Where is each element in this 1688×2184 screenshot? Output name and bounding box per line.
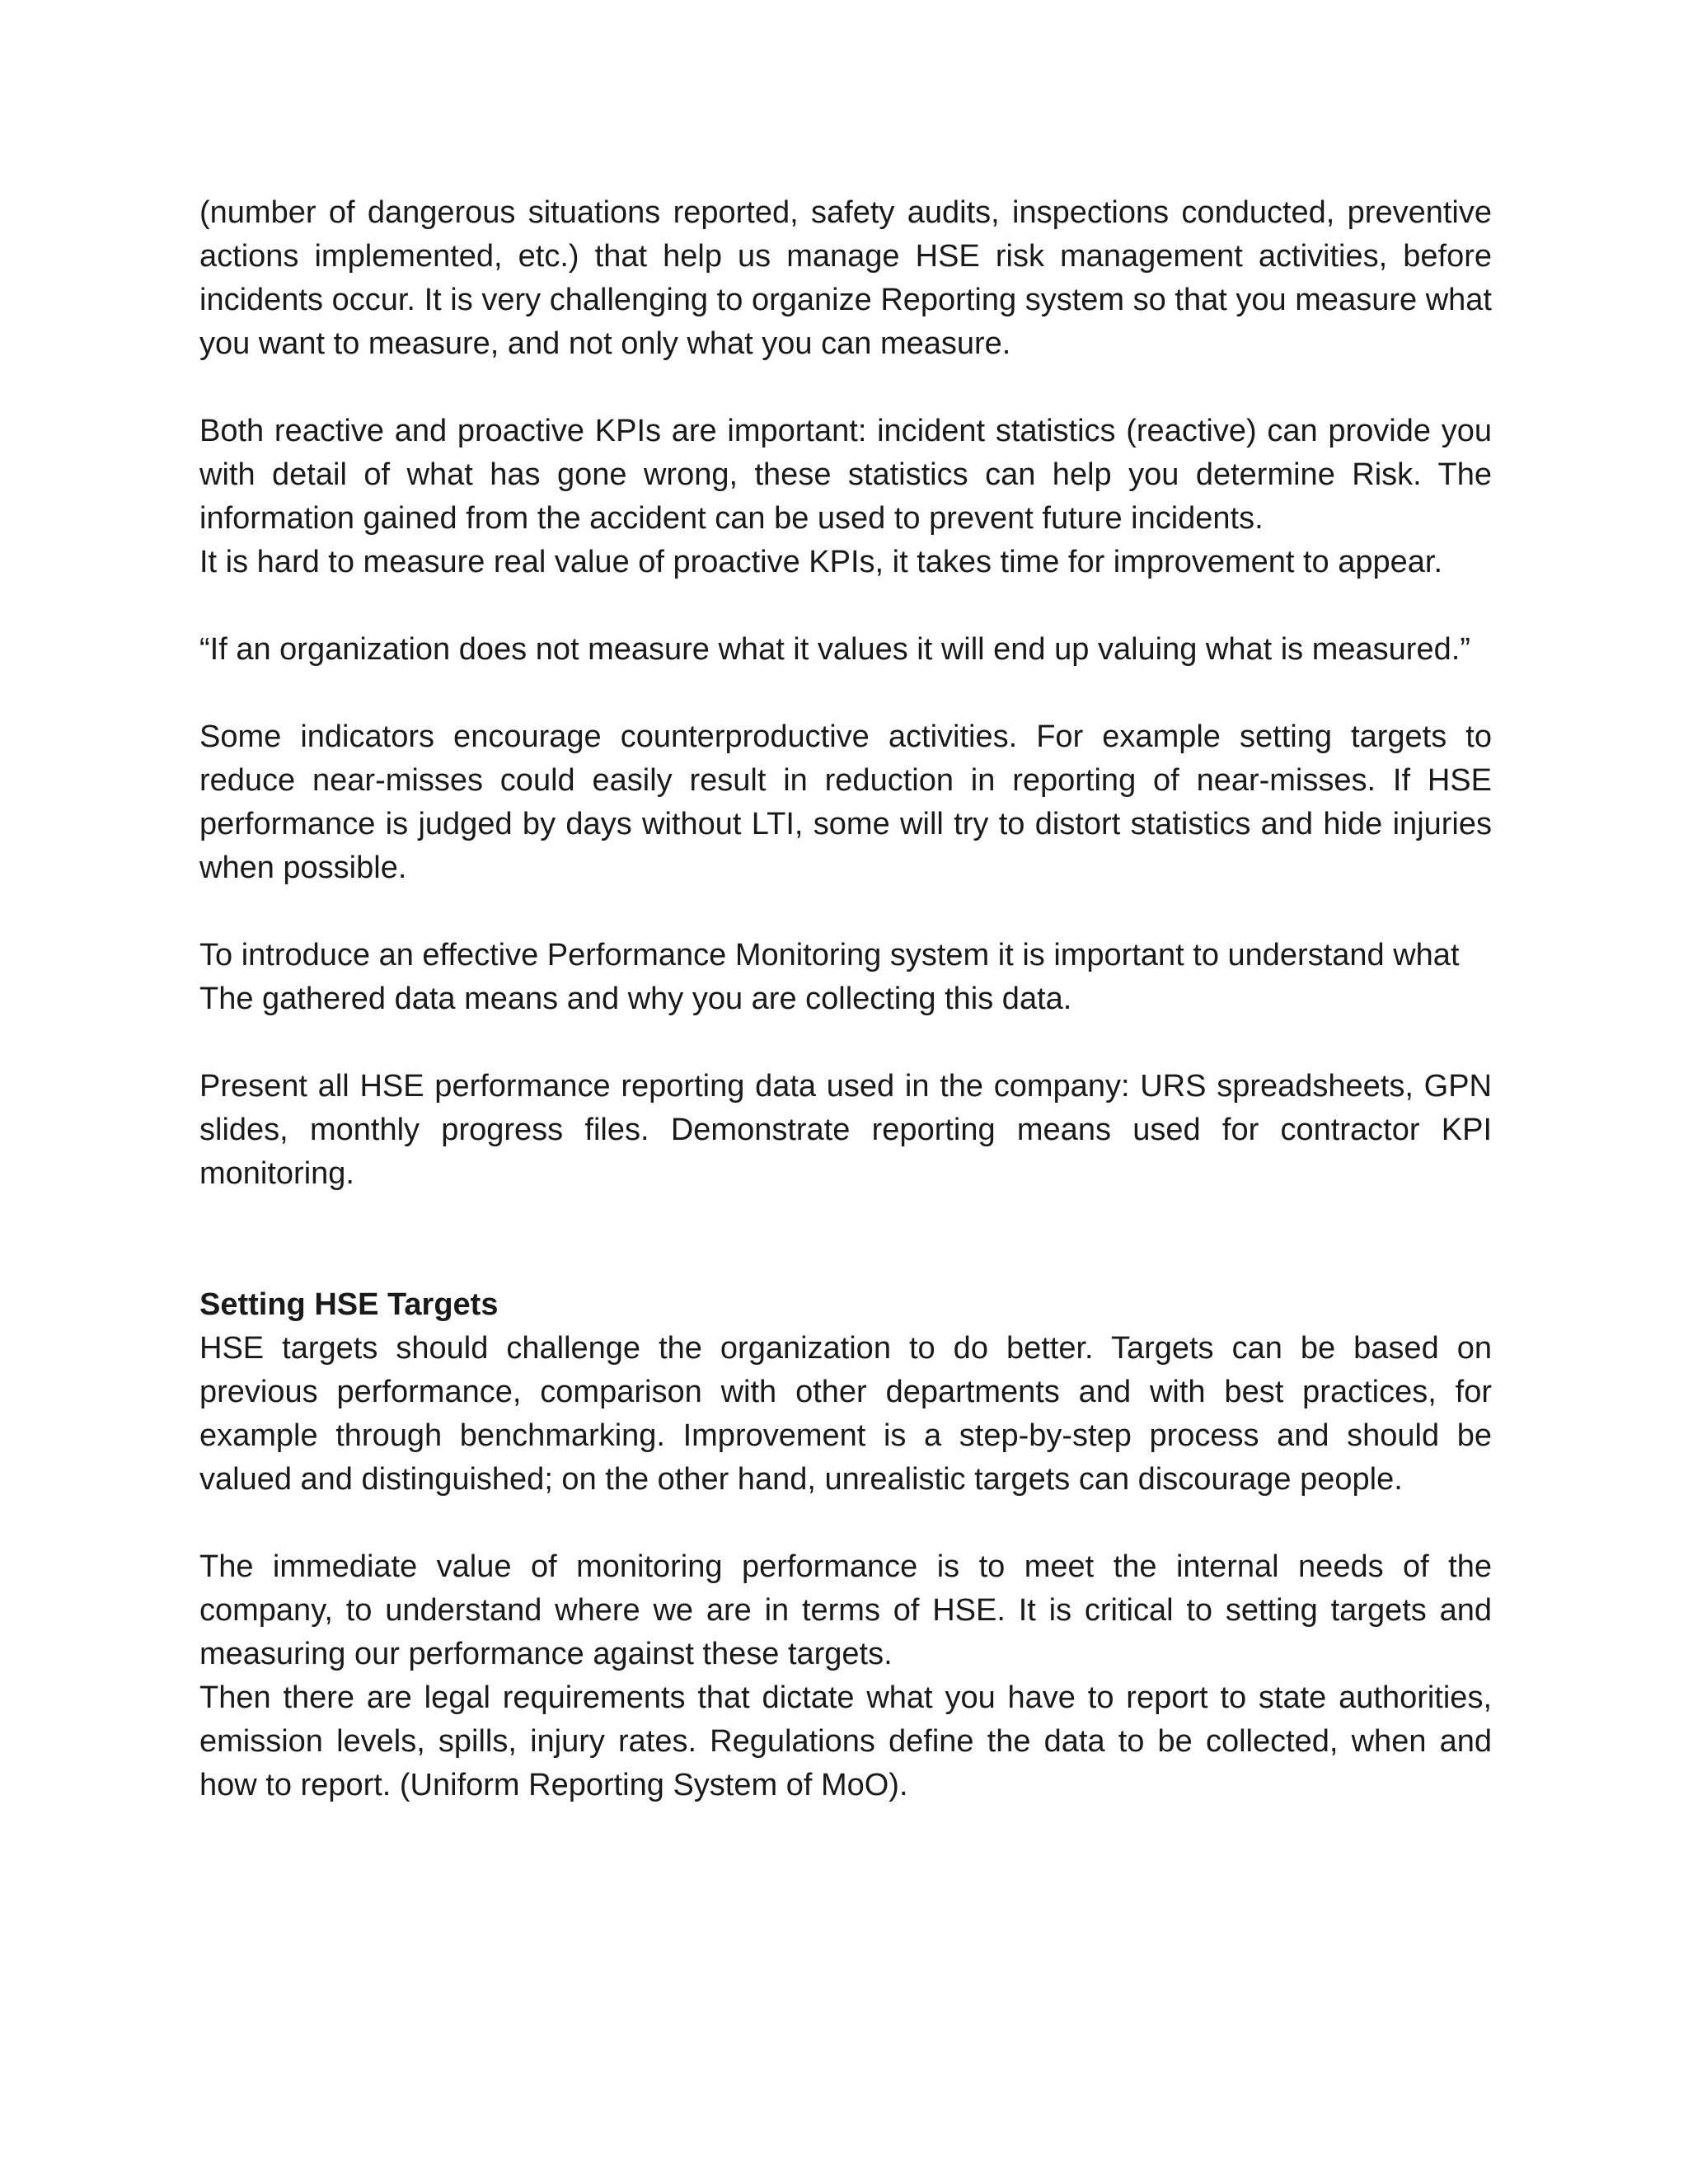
paragraph-present-data: Present all HSE performance reporting data used in the company: URS spreadsheets, GPN slides, monthly progress files. Demonstrate reporting means used for contractor KPI monitoring. bbox=[199, 1069, 1492, 1191]
document-body bbox=[199, 191, 1492, 1851]
paragraph-counterproductive: Some indicators encourage counterproductive activities. For example setting targets to reduce near-misses could easily result in reduction in reporting of near-misses. If HSE performance is judged by days without LTI, some will try to distort statistics and hide injuries when possible. bbox=[199, 719, 1492, 885]
paragraph-gathered-data: The gathered data means and why you are collecting this data. bbox=[199, 982, 1072, 1016]
paragraph-reactive-proactive: Both reactive and proactive KPIs are important: incident statistics (reactive) can provide you with detail of what has gone wrong, these statistics can help you determine Risk. The information gained from the accident can be used to prevent future incidents. bbox=[199, 414, 1492, 536]
paragraph-legal-requirements: Then there are legal requirements that dictate what you have to report to state authorities, emission levels, spills, injury rates. Regulations define the data to be collected, when and how to report. (Uniform Reporting System of MoO). bbox=[199, 1680, 1492, 1802]
paragraph-leading-indicators: (number of dangerous situations reported, safety audits, inspections conducted, preventive actions implemented, etc.) that help us manage HSE risk management activities, before incidents occur. It is very challenging to organize Reporting system so that you measure what you want to measure, and not only what you can measure. bbox=[199, 195, 1492, 361]
paragraph-immediate-value: The immediate value of monitoring performance is to meet the internal needs of the company, to understand where we are in terms of HSE. It is critical to setting targets and measuring our performance against these targets. bbox=[199, 1549, 1492, 1671]
paragraph-targets: HSE targets should challenge the organization to do better. Targets can be based on previous performance, comparison with other departments and with best practices, for example through benchmarking. Improvement is a step-by-step process and should be valued and distinguished; on the other hand, unrealistic targets can discourage people. bbox=[199, 1331, 1492, 1497]
section-heading: Setting HSE Targets bbox=[199, 1287, 499, 1322]
paragraph-quote: “If an organization does not measure what it values it will end up valuing what is measured.” bbox=[199, 632, 1470, 667]
paragraph-monitoring-system: To introduce an effective Performance Monitoring system it is important to understand what bbox=[199, 938, 1460, 972]
paragraph-proactive-value: It is hard to measure real value of proactive KPIs, it takes time for improvement to appear. bbox=[199, 545, 1443, 579]
section-spacer bbox=[199, 1240, 1492, 1283]
